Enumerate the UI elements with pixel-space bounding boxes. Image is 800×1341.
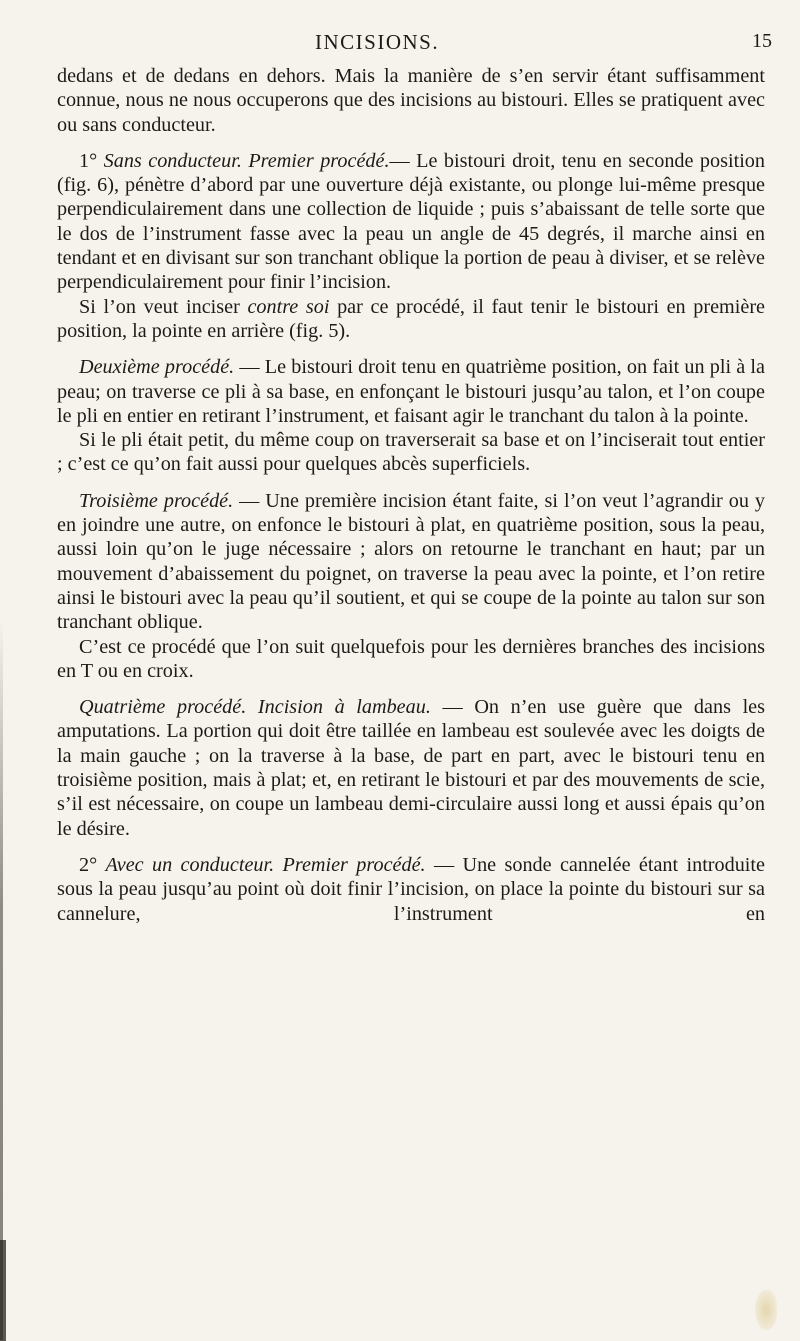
paragraph-2	[57, 149, 765, 295]
running-head	[0, 30, 800, 58]
paragraph-2-heading: Sans conducteur. Premier procédé.	[103, 149, 390, 172]
paragraph-3-lead: Si l’on veut inciser	[79, 295, 248, 318]
paragraph-2-number: 1°	[79, 149, 104, 172]
paragraph-1	[57, 64, 765, 137]
paragraph-9-heading: Avec un conducteur. Premier procédé.	[105, 853, 426, 876]
page-corner-shadow	[0, 1240, 6, 1341]
paragraph-9-text: — Une sonde cannelée étant introduite sous la peau jusqu’au point où doit finir l’incision, on place la pointe du bistouri sur sa cannelure, l’instrument en	[57, 853, 765, 925]
paragraph-4-heading: Deuxième procédé.	[79, 356, 235, 379]
paragraph-4-text: — Le bistouri droit tenu en quatrième position, on fait un pli à la peau; on traverse ce pli à sa base, en enfonçant le bistouri jusqu’au talon, et l’on coupe le pli en entier en retirant l’instrument, et faisant agir le tranchant du talon à la pointe.	[57, 356, 765, 427]
paragraph-2-text: — Le bistouri droit, tenu en seconde position (fig. 6), pénètre d’abord par une ouverture déjà existante, ou plonge lui-même presque perpendiculairement dans une collection de liquide ; puis s’abaissant de telle sorte que le dos de l’instrument fasse avec la peau un angle de 45 degrés, il marche ainsi en tendant et en divisant sur son tranchant oblique la portion de peau à diviser, et se relève perpendiculairement pour finir l’incision.	[57, 149, 765, 294]
paragraph-5	[57, 428, 765, 477]
paragraph-5-text: Si le pli était petit, du même coup on traverserait sa base et on l’inciserait tout entier ; c’est ce qu’on fait aussi pour quelques abcès superficiels.	[57, 429, 765, 476]
paragraph-3	[57, 295, 765, 344]
paragraph-3-text: par ce procédé, il faut tenir le bistouri en première position, la pointe en arrière (fig. 5).	[57, 295, 765, 342]
paragraph-6-heading: Troisième procédé.	[79, 489, 234, 512]
paragraph-6-text: — Une première incision étant faite, si l’on veut l’agrandir ou y en joindre une autre, on enfonce le bistouri à plat, en quatrième position, sous la peau, aussi loin qu’on le juge nécessaire ; alors on retourne le tranchant en haut; par un mouvement d’abaissement du poignet, on traverse la peau avec la pointe, et l’on retire ainsi le bistouri avec la peau qu’il soutient, et qui se coupe de la pointe au talon sur son tranchant oblique.	[57, 489, 765, 634]
paragraph-4	[57, 355, 765, 428]
body-text	[57, 64, 765, 926]
paragraph-7-text: C’est ce procédé que l’on suit quelquefois pour les dernières branches des incisions en T ou en croix.	[57, 635, 765, 682]
paragraph-6	[57, 489, 765, 635]
running-title: INCISIONS.	[315, 30, 440, 54]
page-number: 15	[752, 30, 772, 52]
paragraph-7	[57, 635, 765, 684]
paragraph-1-text: dedans et de dedans en dehors. Mais la manière de s’en servir étant suffisamment connue, nous ne nous occuperons que des incisions au bistouri. Elles se pratiquent avec ou sans conducteur.	[57, 65, 765, 136]
paragraph-3-emphasis: contre soi	[247, 295, 330, 318]
paragraph-8-heading: Quatrième procédé. Incision à lambeau.	[79, 696, 431, 719]
paper-stain	[755, 1290, 777, 1330]
paragraph-8-text: — On n’en use guère que dans les amputations. La portion qui doit être taillée en lambeau est soulevée avec les doigts de la main gauche ; on la traverse à la base, de part en part, avec le bistouri tenu en troisième position, mais à plat; et, en retirant le bistouri et par des mouvements de scie, s’il est nécessaire, on coupe un lambeau demi-circulaire aussi long et aussi épais qu’on le désire.	[57, 696, 765, 840]
paragraph-9	[57, 853, 765, 926]
paragraph-8	[57, 695, 765, 841]
page-binding-shadow	[0, 620, 3, 1340]
paragraph-9-number: 2°	[79, 853, 106, 876]
